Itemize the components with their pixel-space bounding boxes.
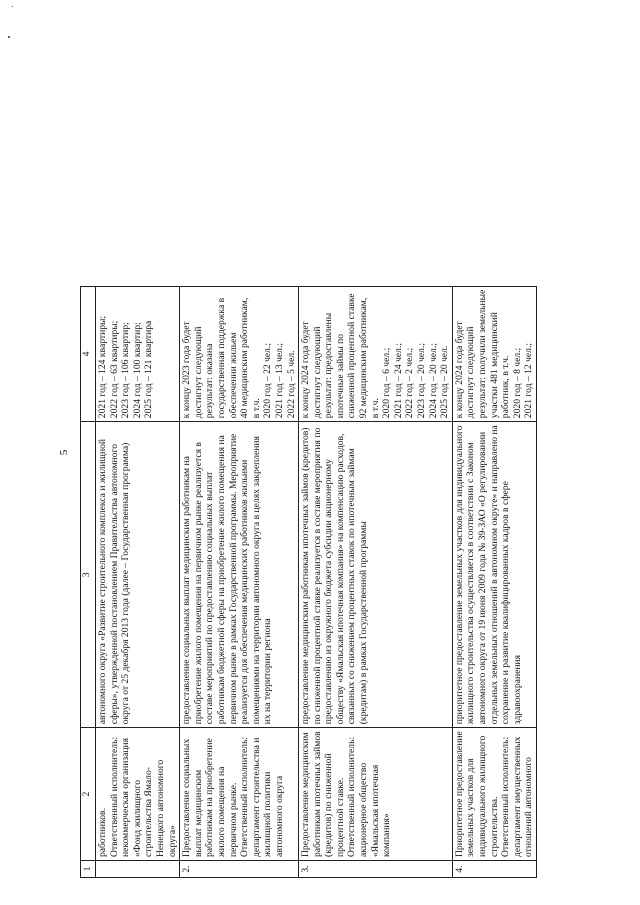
cell-line: предоставлению из окружного бюджета субсидии акционерному (323, 459, 335, 725)
cell-line: автономного округа «Развитие строительного комплекса и жилищной (97, 438, 108, 725)
cell-line: компания» (381, 813, 393, 857)
event-name-cell (180, 728, 299, 861)
cell-line: работникам на приобретение (204, 738, 216, 857)
cell-line: Ответственный исполнитель: (108, 736, 120, 857)
cell-line: их на территории региона (262, 618, 274, 725)
cell-line: департамент имущественных (511, 736, 523, 857)
cell-line: строительства Ямало- (143, 767, 155, 857)
cell-line: Ответственный исполнитель: (239, 736, 251, 857)
cell-line: предоставление социальных выплат медицинским работникам на (181, 456, 193, 725)
cell-line: Ненецкого автономного (154, 759, 166, 857)
cell-line: округа» (166, 825, 178, 857)
cell-line: Приоритетное предоставление (453, 731, 465, 857)
cell-line: (кредитам) в рамках Государственной программы (358, 521, 370, 725)
cell-line: Ответственный исполнитель: (346, 736, 358, 857)
row-number: 4. (452, 861, 536, 878)
cell-line: приобретение жилого помещения на первичном рынке реализуется в (192, 442, 204, 725)
cell-line: 2020 год – 6 чел.; (381, 347, 393, 419)
cell-line: помещениями на территории автономного округа в целях закрепления (250, 436, 262, 725)
cell-line: к концу 2023 года будет (181, 321, 193, 419)
cell-line: выплат медицинским (192, 769, 204, 857)
cell-line: 40 медицинским работникам, (239, 297, 251, 419)
expected-result-cell (180, 286, 299, 422)
event-description-cell (180, 422, 299, 728)
cell-line: участки 481 медицинский (488, 312, 500, 419)
row-number: 3. (299, 861, 453, 878)
cell-line: 2025 год – 121 квартира (143, 320, 155, 419)
table-wrapper (80, 286, 537, 878)
cell-line: сохранение и развитие квалифицированных кадров в сфере (500, 481, 512, 725)
cell-line: 2021 год – 12 чел.; (523, 342, 535, 419)
event-name-cell (452, 728, 536, 861)
table-body (96, 286, 537, 877)
event-name-cell (96, 728, 180, 861)
event-description-cell (96, 422, 180, 728)
cell-line: акционерное общество (358, 762, 370, 857)
cell-line: первичном рынке. (227, 782, 239, 857)
cell-line: сферы», утвержденной постановлением Правительства автономного (108, 443, 120, 725)
cell-line: здравоохранения (511, 654, 523, 725)
cell-line: индивидуального жилищного (477, 735, 488, 857)
header-cell-3: 3 (81, 422, 96, 728)
cell-line: округа от 25 декабря 2013 года (далее – Государственная программа) (120, 442, 132, 725)
cell-line: работникам ипотечных займов (311, 731, 323, 857)
cell-line: отдельных земельных отношений в автономном округе» и направлено на (488, 425, 500, 725)
header-cell-1: 1 (81, 861, 96, 878)
cell-line: по сниженной процентной ставке реализуется в составе мероприятия по (311, 427, 323, 725)
cell-line: земельных участков для (465, 758, 477, 857)
cell-line: «Фонд жилищного (131, 779, 143, 857)
cell-line: результат: оказана (204, 343, 216, 419)
cell-line: обществу «Ямальская ипотечная компания» на компенсацию расходов, (334, 433, 346, 725)
table-row (180, 286, 299, 877)
cell-line: приоритетное предоставление земельных участков для индивидуального (453, 425, 465, 725)
cell-line: 2025 год – 20 чел. (439, 345, 451, 419)
cell-line: 2021 год – 13 чел.; (273, 342, 285, 419)
cell-line: государственная поддержка в (215, 297, 227, 419)
cell-line: к концу 2024 года будет (300, 321, 312, 419)
cell-line: составе мероприятий по предоставлению социальных выплат (204, 471, 216, 725)
expected-result-cell (452, 286, 536, 422)
header-cell-4: 4 (81, 286, 96, 422)
page-number: 5 (58, 449, 70, 456)
cell-line: в т.ч. (250, 398, 262, 419)
cell-line: обеспечении жильем (227, 332, 239, 419)
cell-line: достигнут следующий (465, 326, 477, 419)
cell-line: связанных со снижением процентных ставок по ипотечным займам (346, 448, 358, 725)
row-number (96, 861, 180, 878)
table-row (96, 286, 180, 877)
program-table (80, 286, 537, 878)
cell-line: 2020 год – 22 чел.; (262, 342, 274, 419)
cell-line: достигнут следующий (192, 326, 204, 419)
cell-line: строительства. (488, 796, 500, 857)
cell-line: Предоставление социальных (181, 738, 193, 857)
cell-line: работников. (97, 808, 108, 857)
cell-line: (кредитов) по сниженной (323, 753, 335, 857)
cell-line: 2022 год – 63 квартиры; (108, 320, 120, 419)
cell-line: жилищного строительства осуществляется в соответствии с Законом (465, 442, 477, 725)
cell-line: 2021 год – 124 квартиры; (97, 315, 108, 419)
cell-line: работник, в т.ч. (500, 355, 512, 419)
cell-line: некоммерческая организация (120, 737, 132, 857)
cell-line: отношений автономного (523, 757, 535, 857)
cell-line: Ответственный исполнитель: (500, 736, 512, 857)
cell-line: Предоставление медицинским (300, 732, 312, 857)
cell-line: ипотечные займы по (334, 333, 346, 419)
event-description-cell (452, 422, 536, 728)
cell-line: «Ямальская ипотечная (369, 764, 381, 857)
cell-line: 92 медицинским работникам, (358, 297, 370, 419)
cell-line: 2022 год – 5 чел. (285, 350, 297, 419)
cell-line: 2022 год – 2 чел.; (404, 347, 416, 419)
header-row (81, 286, 96, 877)
cell-line: жилищной политики (262, 771, 274, 857)
cell-line: 2023 год – 20 чел.; (416, 342, 428, 419)
event-description-cell (299, 422, 453, 728)
table-row (299, 286, 453, 877)
header-cell-2: 2 (81, 728, 96, 861)
expected-result-cell (96, 286, 180, 422)
cell-line: работникам бюджетной сферы на приобретение жилого помещения на (215, 435, 227, 725)
cell-line: первичном рынке в рамках Государственной программы. Мероприятие (227, 433, 239, 725)
cell-line: 2024 год – 20 чел.; (427, 342, 439, 419)
cell-line: сниженной процентной ставке (346, 293, 358, 419)
cell-line: департамент строительства и (250, 737, 262, 857)
cell-line: результат: предоставлены (323, 312, 335, 419)
event-name-cell (299, 728, 453, 861)
cell-line: жилого помещения на (215, 766, 227, 857)
table-row (452, 286, 536, 877)
cell-line: достигнут следующий (311, 326, 323, 419)
expected-result-cell (299, 286, 453, 422)
row-number: 2. (180, 861, 299, 878)
cell-line: к концу 2024 года будет (453, 321, 465, 419)
cell-line: предоставление медицинским работникам ипотечных займов (кредитов) (300, 427, 312, 725)
cell-line: автономного округа (273, 775, 285, 857)
cell-line: автономного округа от 19 июня 2009 года № 39-ЗАО «О регулировании (477, 431, 488, 725)
cell-line: процентной ставке. (334, 777, 346, 857)
cell-line: реализуется для обеспечения медицинских работников жильими (239, 459, 251, 725)
cell-line: 2020 год – 8 чел.; (511, 347, 523, 419)
cell-line: 2021 год – 24 чел.; (392, 342, 404, 419)
cell-line: 2024 год – 100 квартир; (131, 322, 143, 419)
cell-line: 2023 год – 106 квартир; (120, 322, 132, 419)
cell-line: результат: получили земельные (477, 289, 488, 419)
cell-line: в т.ч. (369, 398, 381, 419)
